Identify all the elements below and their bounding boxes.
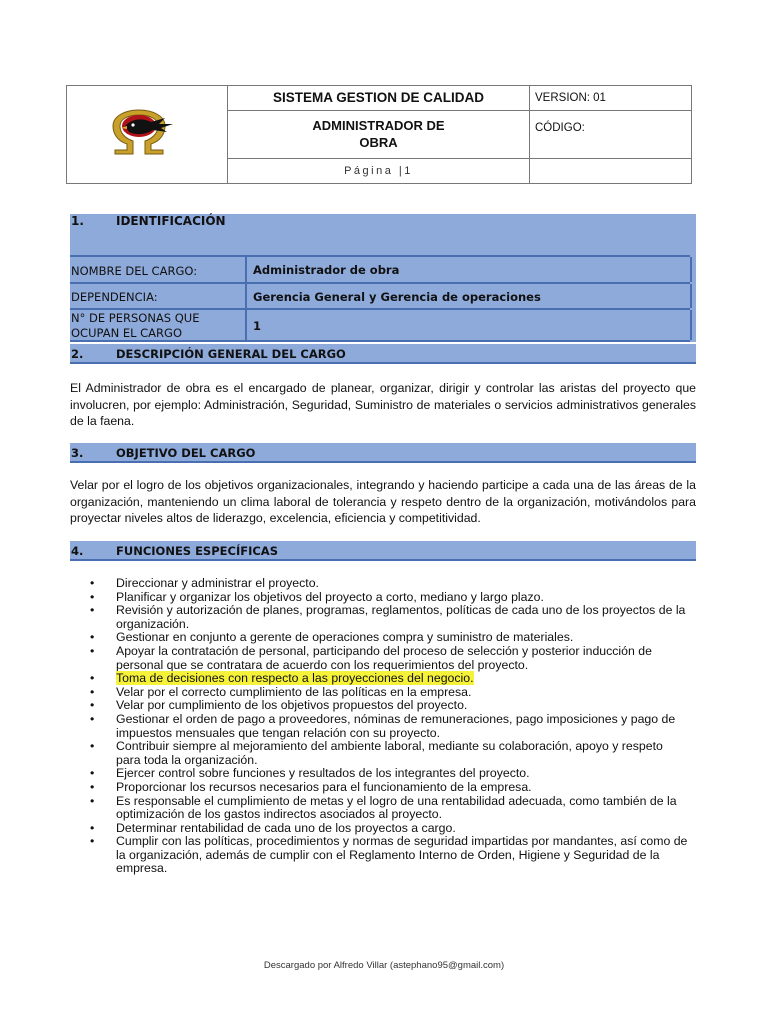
list-item: • Gestionar el orden de pago a proveedores, nóminas de remuneraciones, pago imposiciones y pago de impuestos mensuales que tengan relación con su proyecto. [70, 713, 690, 740]
role-title-line2: OBRA [359, 135, 398, 150]
functions-list [70, 577, 690, 876]
section-number: 1. [71, 214, 84, 228]
page-number: Página |1 [228, 159, 530, 183]
id-label: DEPENDENCIA: [71, 290, 158, 304]
id-value: Gerencia General y Gerencia de operaciones [245, 284, 541, 308]
list-item: • Velar por cumplimiento de los objetivos propuestos del proyecto. [70, 699, 690, 713]
list-item: • Cumplir con las políticas, procedimientos y normas de seguridad impartidas por mandantes, así como de la organización, además de cumplir con el Reglamento Interno de Orden, Higiene y Seguridad de la empresa. [70, 835, 690, 876]
version-label: VERSION: 01 [530, 86, 691, 111]
section-number: 2. [71, 347, 84, 361]
section-title: OBJETIVO DEL CARGO [116, 446, 256, 460]
list-item: • Revisión y autorización de planes, programas, reglamentos, políticas de cada uno de los proyectos de la organización. [70, 604, 690, 631]
id-row-personas [70, 308, 690, 342]
section-title: FUNCIONES ESPECÍFICAS [116, 544, 278, 558]
list-item: • Velar por el correcto cumplimiento de las políticas en la empresa. [70, 686, 690, 700]
code-label: CÓDIGO: [530, 111, 691, 159]
list-item: • Ejercer control sobre funciones y resultados de los integrantes del proyecto. [70, 767, 690, 781]
list-item: • Planificar y organizar los objetivos del proyecto a corto, mediano y largo plazo. [70, 591, 690, 605]
list-item: • Es responsable el cumplimiento de metas y el logro de una rentabilidad adecuada, como también de la optimización de los gastos indirectos asociados al proyecto. [70, 795, 690, 822]
list-item: • Direccionar y administrar el proyecto. [70, 577, 690, 591]
identification-section [70, 214, 696, 342]
section-heading [70, 344, 696, 364]
section-heading [70, 541, 696, 561]
section-heading [70, 443, 696, 463]
document-header-table [66, 85, 692, 184]
id-value: Administrador de obra [245, 257, 399, 282]
id-row-nombre [70, 255, 690, 282]
id-label-line1: N° DE PERSONAS QUE [71, 311, 200, 325]
role-title-line1: ADMINISTRADOR DE [312, 118, 445, 133]
section-title: DESCRIPCIÓN GENERAL DEL CARGO [116, 347, 346, 361]
objective-paragraph: Velar por el logro de los objetivos organizacionales, integrando y haciendo participe a cada una de las áreas de la organización, manteniendo un clima laboral de tolerancia y respeto dentro de la organización, motivándolos para proyectar niveles altos de liderazgo, excelencia, eficiencia y competitividad. [70, 478, 696, 525]
id-value: 1 [245, 310, 261, 340]
id-row-dependencia [70, 282, 690, 308]
list-item: • Contribuir siempre al mejoramiento del ambiente laboral, mediante su colaboración, apoyo y respeto para toda la organización. [70, 740, 690, 767]
logo-cell [67, 86, 228, 183]
id-label [71, 311, 200, 341]
system-title: SISTEMA GESTION DE CALIDAD [228, 86, 530, 111]
download-footer: Descargado por Alfredo Villar (astephano95@gmail.com) [263, 960, 505, 971]
section-number: 3. [71, 446, 84, 460]
list-item: • Proporcionar los recursos necesarios para el funcionamiento de la empresa. [70, 781, 690, 795]
section-title: IDENTIFICACIÓN [116, 214, 226, 228]
list-item: • Determinar rentabilidad de cada uno de los proyectos a cargo. [70, 822, 690, 836]
description-paragraph: El Administrador de obra es el encargado de planear, organizar, dirigir y controlar las aristas del proyecto que involucren, por ejemplo: Administración, Seguridad, Suministro de materiales o servicios administrativos generales de la faena. [70, 381, 696, 428]
id-label: NOMBRE DEL CARGO: [71, 264, 198, 278]
blank-cell [530, 159, 691, 183]
company-logo [107, 108, 187, 158]
id-label-line2: OCUPAN EL CARGO [71, 326, 183, 340]
list-item: • Gestionar en conjunto a gerente de operaciones compra y suministro de materiales. [70, 631, 690, 645]
section-number: 4. [71, 544, 84, 558]
list-item-highlighted: • Toma de decisiones con respecto a las proyecciones del negocio. [70, 672, 690, 686]
role-title [228, 111, 530, 159]
section-heading [71, 214, 226, 228]
list-item: • Apoyar la contratación de personal, participando del proceso de selección y posterior inducción de personal que se contratara de acuerdo con los requerimientos del proyecto. [70, 645, 690, 672]
